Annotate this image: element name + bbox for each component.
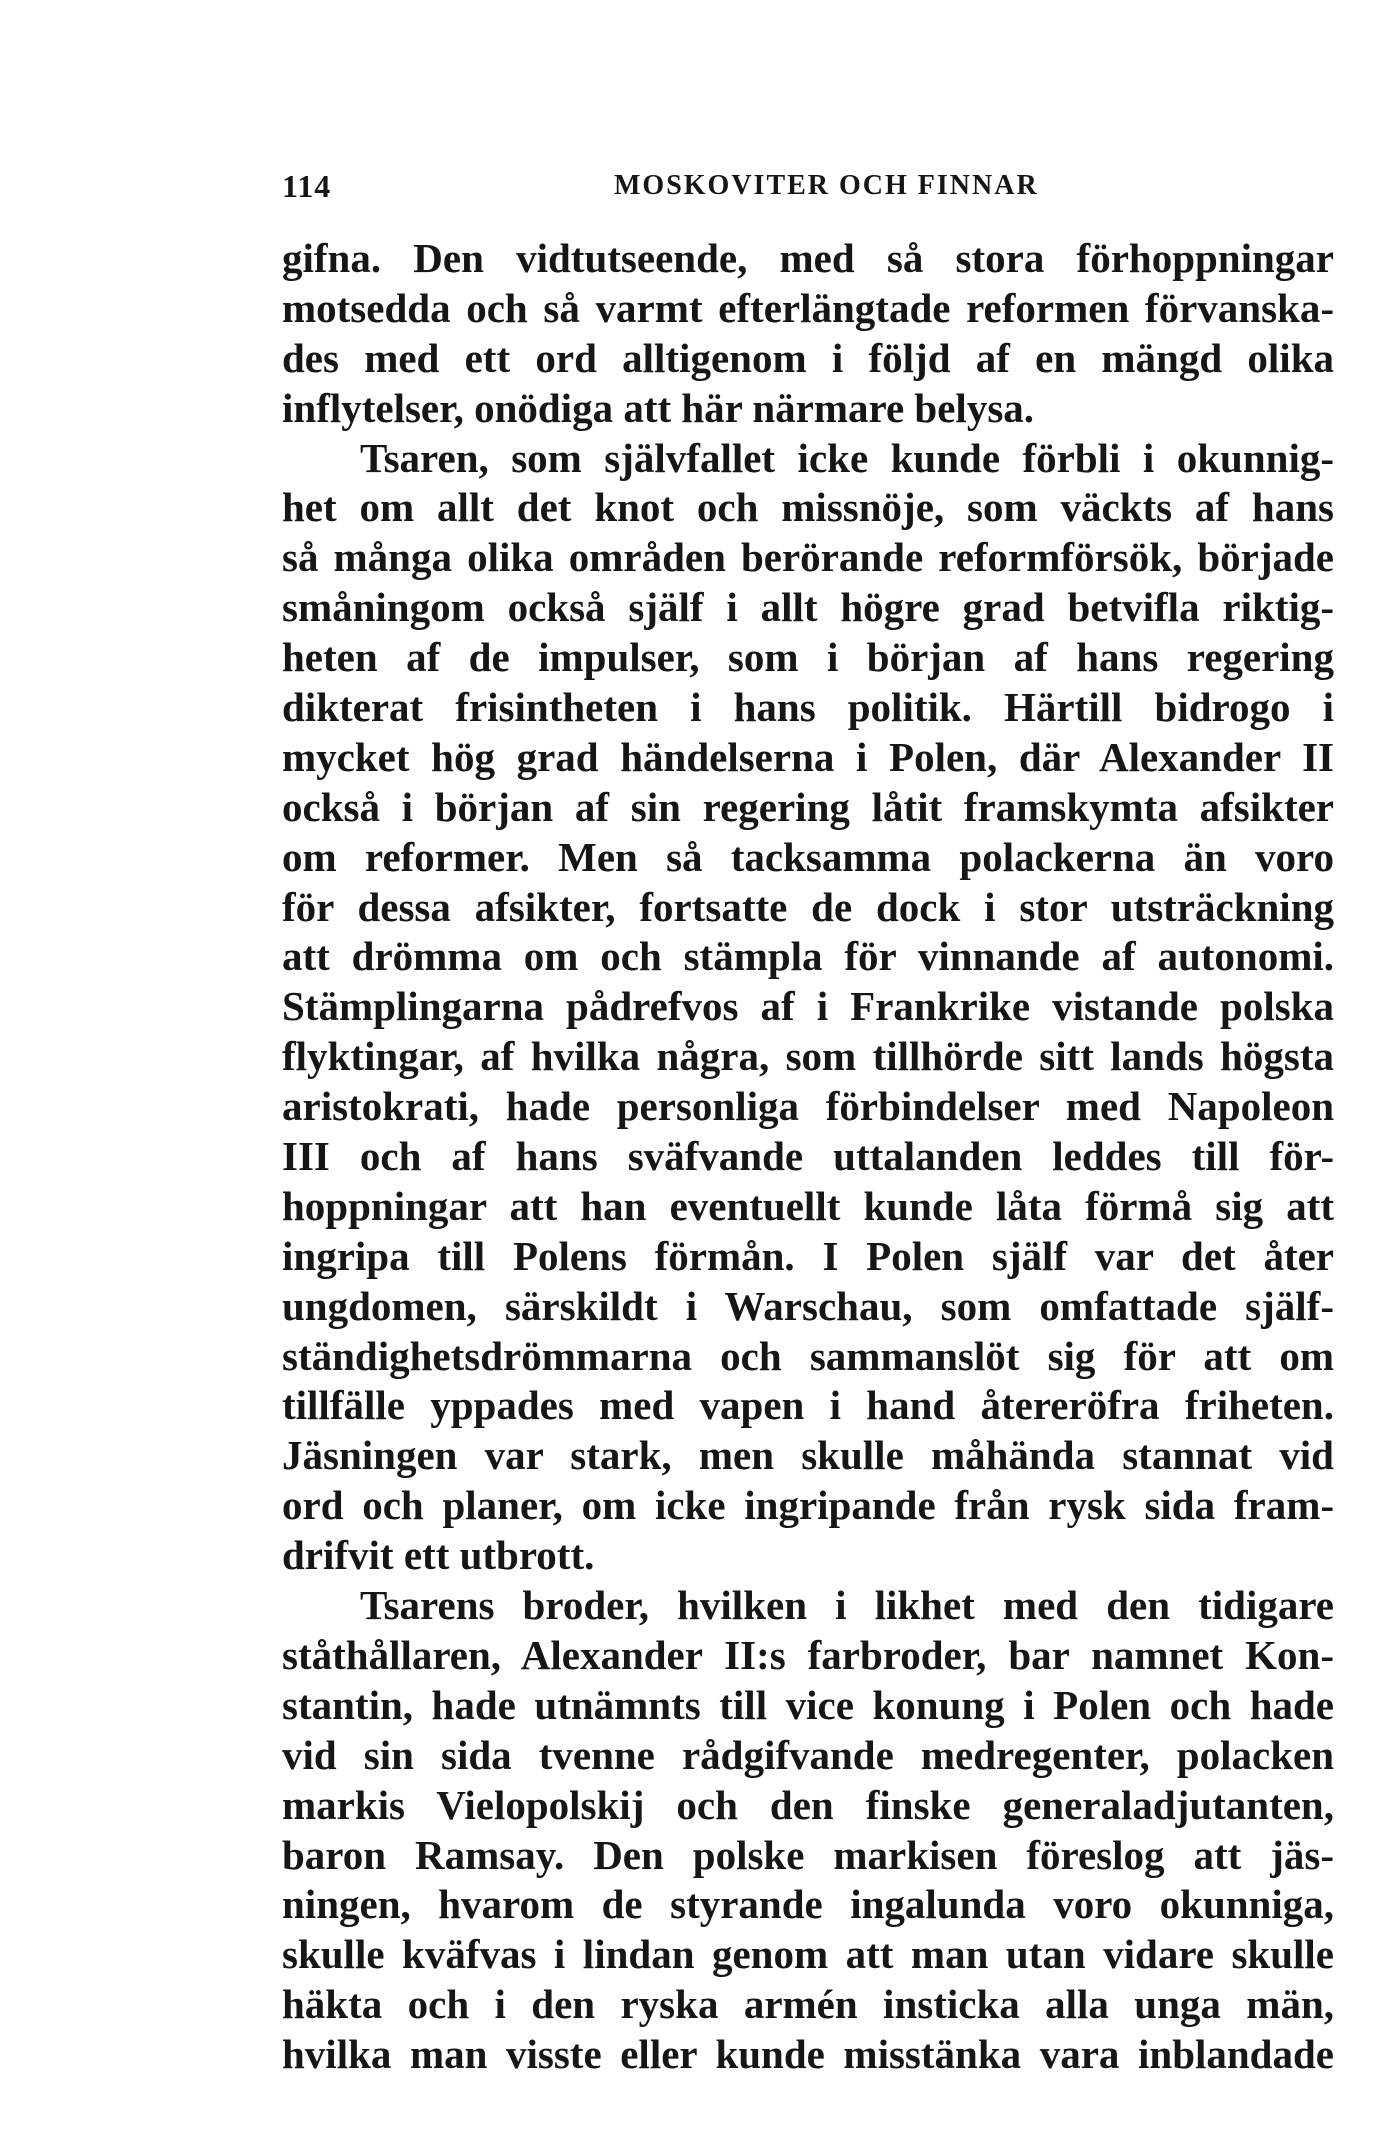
text-line: småningom också själf i allt högre grad betvifla riktig- — [282, 584, 1334, 631]
running-title: MOSKOVITER OCH FINNAR — [614, 170, 1039, 201]
text-line: heten af de impulser, som i början af hans regering — [282, 634, 1334, 681]
text-line: hvilka man visste eller kunde misstänka vara inblandade — [282, 2031, 1334, 2078]
text-line: flyktingar, af hvilka några, som tillhörde sitt lands högsta — [282, 1033, 1334, 1080]
text-line: hoppningar att han eventuellt kunde låta förmå sig att — [282, 1182, 1334, 1229]
text-line: vid sin sida tvenne rådgifvande medregenter, polacken — [282, 1731, 1334, 1778]
page-header — [282, 168, 1332, 208]
text-line: inflytelser, onödiga att här närmare belysa. — [282, 384, 1035, 431]
text-line: för dessa afsikter, fortsatte de dock i stor utsträckning — [282, 883, 1334, 930]
text-line: att drömma om och stämpla för vinnande af autonomi. — [282, 933, 1334, 980]
text-line: gifna. Den vidtutseende, med så stora förhoppningar — [282, 235, 1334, 281]
text-line: ningen, hvarom de styrande ingalunda voro okunniga, — [282, 1881, 1334, 1928]
text-line: III och af hans sväfvande uttalanden leddes till för- — [282, 1133, 1334, 1180]
text-line: tillfälle yppades med vapen i hand återeröfra friheten. — [282, 1382, 1334, 1429]
text-line: ingripa till Polens förmån. I Polen själf var det åter — [282, 1232, 1334, 1279]
body-text — [282, 234, 1334, 2080]
text-line: des med ett ord alltigenom i följd af en mängd olika — [282, 334, 1334, 381]
text-line: om reformer. Men så tacksamma polackerna än voro — [282, 833, 1334, 880]
text-line: mycket hög grad händelserna i Polen, där Alexander II — [282, 733, 1334, 780]
text-line: stantin, hade utnämnts till vice konung i Polen och hade — [282, 1681, 1334, 1728]
text-line: skulle kväfvas i lindan genom att man utan vidare skulle — [282, 1931, 1334, 1978]
text-line: Jäsningen var stark, men skulle måhända stannat vid — [282, 1432, 1334, 1479]
text-line: ständighetsdrömmarna och sammanslöt sig för att om — [282, 1332, 1334, 1379]
page-number: 114 — [282, 168, 332, 204]
text-line: Tsarens broder, hvilken i likhet med den tidigare — [360, 1582, 1334, 1629]
text-line: baron Ramsay. Den polske markisen föreslog att jäs- — [282, 1831, 1334, 1878]
text-line: ståthållaren, Alexander II:s farbroder, bar namnet Kon- — [282, 1631, 1334, 1678]
text-line: häkta och i den ryska armén insticka alla unga män, — [282, 1981, 1334, 2028]
text-line: dikterat frisintheten i hans politik. Härtill bidrogo i — [282, 684, 1334, 731]
text-line: också i början af sin regering låtit framskymta afsikter — [282, 783, 1334, 830]
text-line: motsedda och så varmt efterlängtade reformen förvanska- — [282, 284, 1334, 331]
text-line: het om allt det knot och missnöje, som väckts af hans — [282, 484, 1334, 531]
text-line: drifvit ett utbrott. — [282, 1532, 595, 1579]
text-line: ord och planer, om icke ingripande från rysk sida fram- — [282, 1482, 1334, 1529]
text-line: Stämplingarna pådrefvos af i Frankrike vistande polska — [282, 983, 1334, 1030]
text-line: markis Vielopolskij och den finske generaladjutanten, — [282, 1781, 1334, 1828]
text-line: så många olika områden berörande reformförsök, började — [282, 534, 1334, 581]
text-line: aristokrati, hade personliga förbindelser med Napoleon — [282, 1083, 1334, 1130]
text-line: ungdomen, särskildt i Warschau, som omfattade själf- — [282, 1282, 1334, 1329]
text-line: Tsaren, som självfallet icke kunde förbli i okunnig- — [360, 434, 1334, 481]
